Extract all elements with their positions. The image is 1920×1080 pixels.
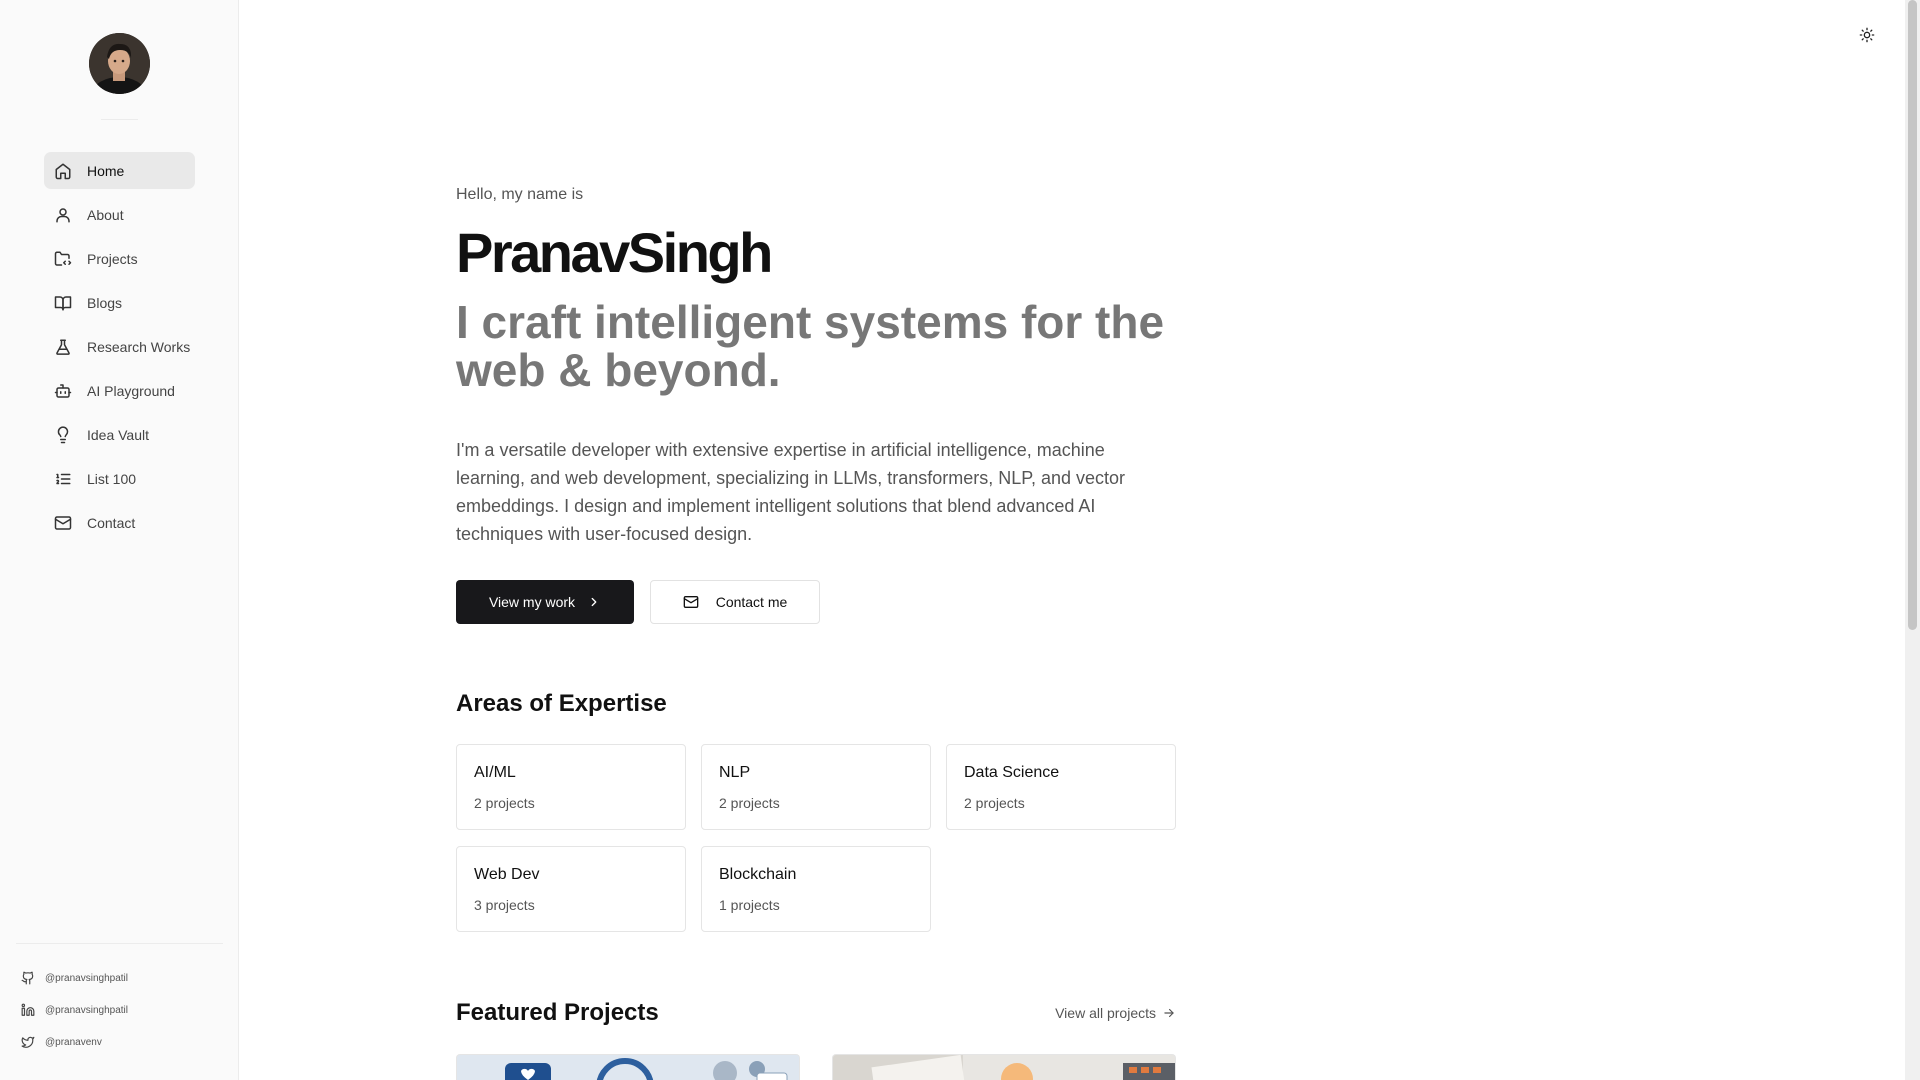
social-handle: @pranavenv (45, 1036, 102, 1048)
chevron-right-icon (587, 595, 601, 609)
lightbulb-icon (53, 425, 73, 445)
sidebar-item-home[interactable] (44, 152, 195, 189)
twitter-icon (19, 1034, 36, 1051)
sidebar-item-list-100[interactable] (44, 460, 195, 497)
card-count: 1 projects (719, 897, 780, 913)
scrollbar-thumb[interactable] (1908, 0, 1917, 630)
sidebar (0, 0, 239, 1080)
view-my-work-label: View my work (488, 594, 576, 610)
sidebar-item-projects[interactable] (44, 240, 195, 277)
mail-icon (683, 594, 699, 610)
sidebar-item-label: AI Playground (87, 382, 175, 399)
sidebar-item-research-works[interactable] (44, 328, 195, 365)
view-all-projects-link[interactable] (1055, 1005, 1176, 1021)
sidebar-nav (44, 152, 195, 548)
mail-icon (53, 513, 73, 533)
hero-name: PranavSingh (456, 221, 771, 284)
project-thumbnail[interactable] (456, 1054, 800, 1080)
expertise-card-ai-ml[interactable] (456, 744, 686, 830)
expertise-title: Areas of Expertise (456, 690, 667, 717)
expertise-card-data-science[interactable] (946, 744, 1176, 830)
card-title: NLP (719, 764, 751, 781)
sidebar-item-label: Projects (87, 250, 138, 267)
view-my-work-button[interactable] (456, 580, 634, 624)
card-count: 2 projects (719, 795, 780, 811)
contact-me-label: Contact me (715, 594, 788, 610)
sun-icon (1859, 27, 1875, 43)
home-icon (53, 161, 73, 181)
social-links (19, 962, 219, 1058)
sidebar-item-label: Home (87, 162, 125, 179)
card-count: 3 projects (474, 897, 535, 913)
linkedin-icon (19, 1002, 36, 1019)
user-icon (53, 205, 73, 225)
expertise-card-nlp[interactable] (701, 744, 931, 830)
hero-greeting: Hello, my name is (456, 186, 584, 203)
featured-projects-title: Featured Projects (456, 999, 659, 1026)
bot-icon (53, 381, 73, 401)
card-title: Data Science (964, 764, 1060, 781)
book-open-icon (53, 293, 73, 313)
github-icon (19, 970, 36, 987)
sidebar-item-about[interactable] (44, 196, 195, 233)
arrow-right-icon (1162, 1006, 1176, 1020)
card-title: Web Dev (474, 866, 540, 883)
card-count: 2 projects (964, 795, 1025, 811)
avatar[interactable] (89, 33, 150, 94)
list-ordered-icon (53, 469, 73, 489)
contact-me-button[interactable] (650, 580, 820, 624)
social-handle: @pranavsinghpatil (45, 1004, 128, 1016)
sidebar-item-contact[interactable] (44, 504, 195, 541)
hero-intro: I'm a versatile developer with extensive expertise in artificial intelligence, machine learning, and web development, specializing in LLMs, transformers, NLP, and vector embeddings. I design and implement intelligent solutions that blend advanced AI techniques with user-focused design. (456, 440, 1126, 544)
sidebar-item-label: Idea Vault (87, 426, 150, 443)
sidebar-item-label: Blogs (87, 294, 123, 311)
sidebar-item-label: List 100 (87, 470, 137, 487)
view-all-label: View all projects (1055, 1005, 1156, 1021)
folder-code-icon (53, 249, 73, 269)
social-link-twitter[interactable] (19, 1026, 219, 1058)
card-title: AI/ML (474, 764, 516, 781)
social-link-github[interactable] (19, 962, 219, 994)
expertise-card-web-dev[interactable] (456, 846, 686, 932)
social-handle: @pranavsinghpatil (45, 972, 128, 984)
sidebar-item-ai-playground[interactable] (44, 372, 195, 409)
card-title: Blockchain (719, 866, 797, 883)
sidebar-item-label: Contact (87, 514, 136, 531)
social-link-linkedin[interactable] (19, 994, 219, 1026)
theme-toggle-button[interactable] (1857, 25, 1877, 45)
card-count: 2 projects (474, 795, 535, 811)
sidebar-item-label: About (87, 206, 124, 223)
social-divider (16, 943, 223, 944)
expertise-card-blockchain[interactable] (701, 846, 931, 932)
hero-tagline: I craft intelligent systems for the web & beyond. (456, 296, 1165, 396)
project-thumbnail[interactable] (832, 1054, 1176, 1080)
page-scrollbar[interactable] (1905, 0, 1920, 1080)
sidebar-item-label: Research Works (87, 338, 191, 355)
sidebar-item-idea-vault[interactable] (44, 416, 195, 453)
flask-icon (53, 337, 73, 357)
avatar-divider (101, 119, 138, 120)
sidebar-item-blogs[interactable] (44, 284, 195, 321)
